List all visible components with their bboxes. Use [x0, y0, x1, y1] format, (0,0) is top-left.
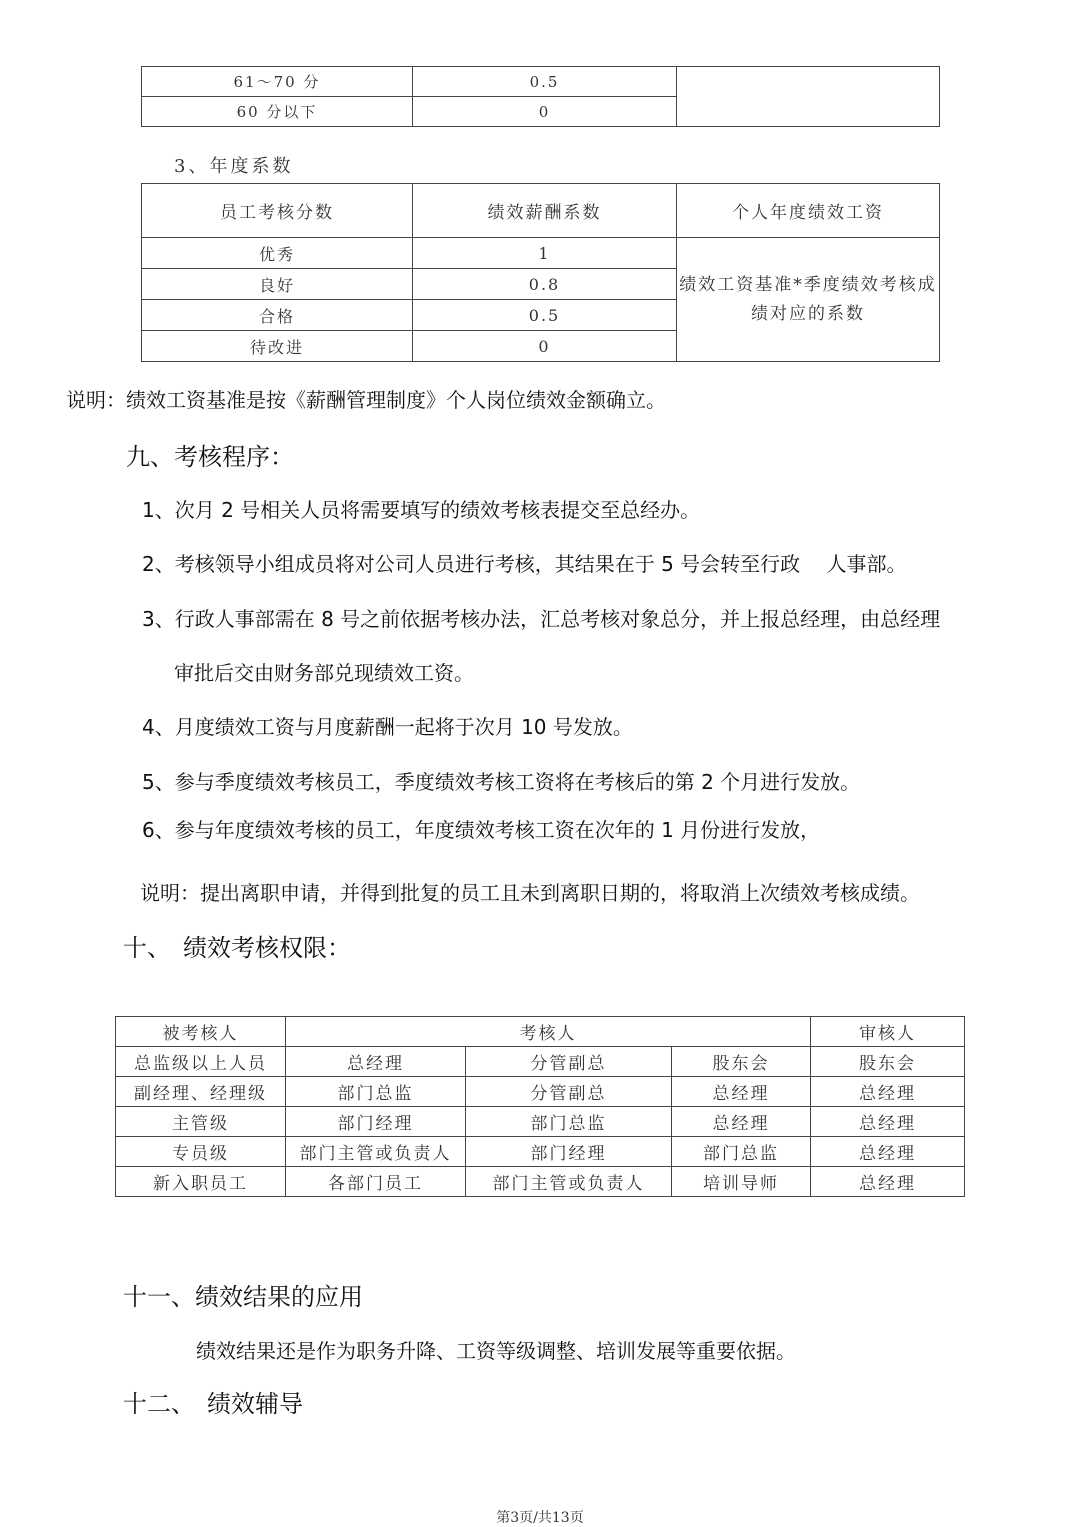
table-row	[116, 1167, 965, 1197]
assessor-cell: 部门总监	[672, 1137, 811, 1167]
empty-cell	[677, 67, 940, 127]
assessor-cell: 部门总监	[466, 1107, 672, 1137]
reviewer-cell: 股东会	[811, 1047, 965, 1077]
authority-table	[115, 1016, 965, 1197]
table-header-row	[142, 184, 940, 238]
assessor-cell: 各部门员工	[286, 1167, 466, 1197]
table-row	[116, 1107, 965, 1137]
assessor-cell: 股东会	[672, 1047, 811, 1077]
table-row	[116, 1047, 965, 1077]
resignation-note: 说明：提出离职申请，并得到批复的员工且未到离职日期的，将取消上次绩效考核成绩。	[140, 881, 920, 905]
formula-cell: 绩效工资基准*季度绩效考核成绩对应的系数	[677, 238, 940, 362]
header-score: 员工考核分数	[142, 184, 413, 238]
table-row	[116, 1077, 965, 1107]
procedure-item-1: 1、次月 2 号相关人员将需要填写的绩效考核表提交至总经办。	[142, 498, 701, 522]
score-cell: 待改进	[142, 331, 413, 362]
procedure-item-6: 6、参与年度绩效考核的员工，年度绩效考核工资在次年的 1 月份进行发放，	[142, 818, 821, 842]
coef-cell: 1	[413, 238, 677, 269]
section11-body: 绩效结果还是作为职务升降、工资等级调整、培训发展等重要依据。	[196, 1339, 796, 1363]
annual-coef-heading: 3、年度系数	[174, 156, 294, 177]
annual-coef-table	[141, 183, 940, 362]
header-annual-pay: 个人年度绩效工资	[677, 184, 940, 238]
assessor-cell: 总经理	[286, 1047, 466, 1077]
score-cell: 60 分以下	[142, 97, 413, 127]
procedure-item-4: 4、月度绩效工资与月度薪酬一起将于次月 10 号发放。	[142, 715, 633, 739]
header-coef: 绩效薪酬系数	[413, 184, 677, 238]
reviewer-cell: 总经理	[811, 1167, 965, 1197]
procedure-item-3-cont: 审批后交由财务部兑现绩效工资。	[174, 661, 474, 685]
assessor-cell: 总经理	[672, 1107, 811, 1137]
score-cell: 61～70 分	[142, 67, 413, 97]
assessee-cell: 专员级	[116, 1137, 286, 1167]
reviewer-cell: 总经理	[811, 1077, 965, 1107]
page-footer: 第3页/共13页	[496, 1510, 584, 1526]
coef-cell: 0	[413, 97, 677, 127]
procedure-item-3: 3、行政人事部需在 8 号之前依据考核办法，汇总考核对象总分，并上报总经理，由总经理	[142, 607, 941, 631]
reviewer-cell: 总经理	[811, 1107, 965, 1137]
note-salary-basis: 说明：绩效工资基准是按《薪酬管理制度》个人岗位绩效金额确立。	[66, 388, 666, 412]
assessor-cell: 总经理	[672, 1077, 811, 1107]
coef-cell: 0.5	[413, 300, 677, 331]
reviewer-cell: 总经理	[811, 1137, 965, 1167]
assessor-cell: 部门经理	[466, 1137, 672, 1167]
header-reviewer: 审核人	[811, 1017, 965, 1047]
assessor-cell: 部门经理	[286, 1107, 466, 1137]
table-row	[116, 1137, 965, 1167]
assessor-cell: 部门主管或负责人	[466, 1167, 672, 1197]
assessor-cell: 培训导师	[672, 1167, 811, 1197]
score-cell: 优秀	[142, 238, 413, 269]
assessee-cell: 主管级	[116, 1107, 286, 1137]
table-header-row	[116, 1017, 965, 1047]
assessee-cell: 新入职员工	[116, 1167, 286, 1197]
assessor-cell: 部门主管或负责人	[286, 1137, 466, 1167]
assessee-cell: 副经理、经理级	[116, 1077, 286, 1107]
score-coef-table-continued	[141, 66, 940, 127]
section12-title: 十二、 绩效辅导	[123, 1390, 303, 1418]
procedure-item-2: 2、考核领导小组成员将对公司人员进行考核，其结果在于 5 号会转至行政 人事部。	[142, 552, 907, 576]
coef-cell: 0.5	[413, 67, 677, 97]
assessor-cell: 分管副总	[466, 1047, 672, 1077]
assessor-cell: 分管副总	[466, 1077, 672, 1107]
table-row	[142, 238, 940, 269]
assessee-cell: 总监级以上人员	[116, 1047, 286, 1077]
section11-title: 十一、绩效结果的应用	[123, 1283, 363, 1311]
table-row	[142, 67, 940, 97]
section9-title: 九、考核程序：	[126, 443, 294, 471]
score-cell: 合格	[142, 300, 413, 331]
section10-title: 十、 绩效考核权限：	[123, 934, 351, 962]
procedure-item-5: 5、参与季度绩效考核员工，季度绩效考核工资将在考核后的第 2 个月进行发放。	[142, 770, 861, 794]
header-assessor: 考核人	[286, 1017, 811, 1047]
header-assessee: 被考核人	[116, 1017, 286, 1047]
score-cell: 良好	[142, 269, 413, 300]
coef-cell: 0.8	[413, 269, 677, 300]
assessor-cell: 部门总监	[286, 1077, 466, 1107]
coef-cell: 0	[413, 331, 677, 362]
